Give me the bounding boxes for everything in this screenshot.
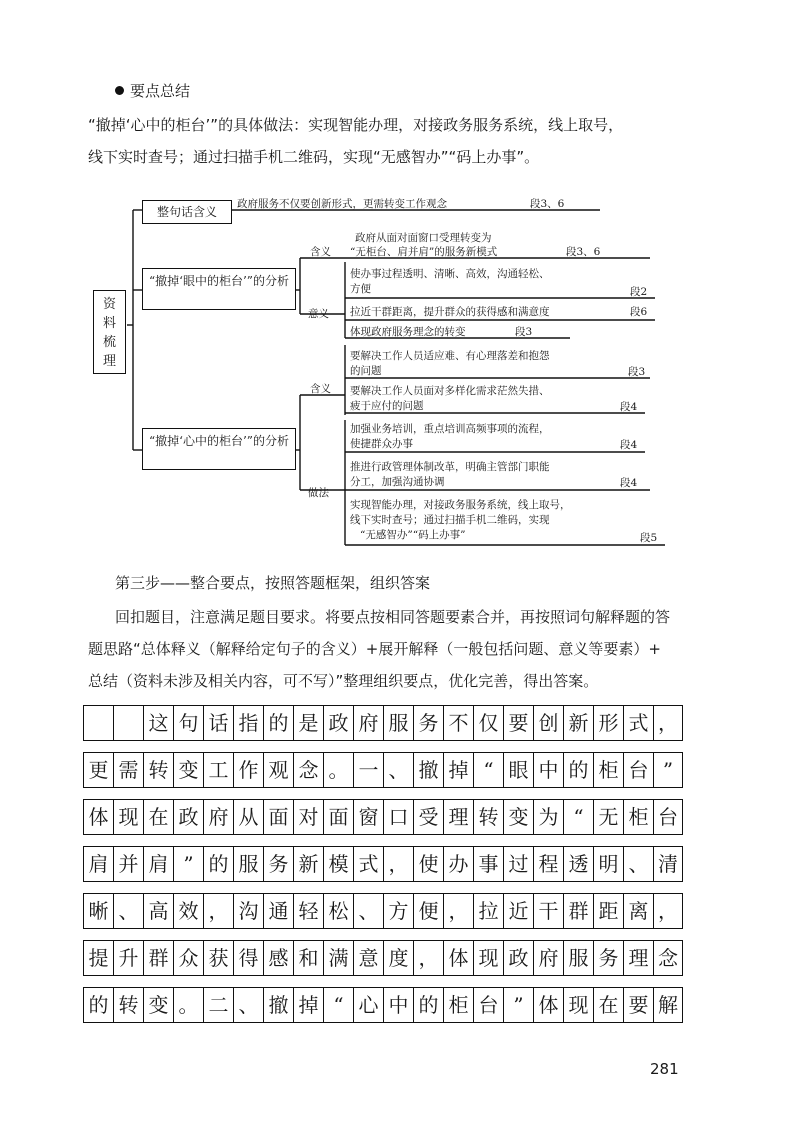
step3-line-2: 题思路“总体释义（解释给定句子的含义）+展开解释（一般包括问题、意义等要素）+ xyxy=(88,640,661,658)
grid-cell: 、 xyxy=(233,987,263,1023)
zuofa-3-line1: 实现智能办理，对接政务服务系统，线上取号， xyxy=(350,499,571,511)
branch2-node xyxy=(142,268,296,310)
grid-cell: 理 xyxy=(443,799,473,835)
root-node xyxy=(93,290,126,374)
grid-cell: 面 xyxy=(323,799,353,835)
grid-cell: 高 xyxy=(143,893,173,929)
grid-cell: 撤 xyxy=(413,752,443,788)
b3-hanyi-1-line1: 要解决工作人员适应难、有心理落差和抱怨 xyxy=(350,350,550,362)
grid-cell: 获 xyxy=(203,940,233,976)
grid-cell: 中 xyxy=(383,987,413,1023)
grid-cell: 沟 xyxy=(233,893,263,929)
grid-cell: 台 xyxy=(653,799,683,835)
grid-cell: 对 xyxy=(293,799,323,835)
grid-cell: 转 xyxy=(113,987,143,1023)
grid-cell: “ xyxy=(473,752,503,788)
branch2-hanyi-line2: “无柜台、肩并肩”的服务新模式 xyxy=(350,246,498,258)
grid-cell: 新 xyxy=(293,846,323,882)
grid-cell: 肩 xyxy=(83,846,113,882)
grid-cell: 体 xyxy=(533,987,563,1023)
grid-cell: 柜 xyxy=(593,752,623,788)
yiyi-2-seg: 段6 xyxy=(630,306,648,318)
grid-cell: 念 xyxy=(293,752,323,788)
grid-cell: 。 xyxy=(173,987,203,1023)
b3-hanyi-2-seg: 段4 xyxy=(620,401,638,413)
b3-hanyi-2-line2: 疲于应付的问题 xyxy=(350,400,424,412)
grid-cell: 务 xyxy=(413,705,443,741)
grid-cell: 台 xyxy=(623,752,653,788)
branch3-zuofa-label: 做法 xyxy=(308,487,329,499)
grid-row xyxy=(83,799,683,837)
branch3-hanyi-label: 含义 xyxy=(310,383,331,395)
branch3-node xyxy=(142,428,296,470)
grid-row xyxy=(83,987,683,1025)
b3-hanyi-2-line1: 要解决工作人员面对多样化需求茫然失措、 xyxy=(350,385,550,397)
grid-cell: 、 xyxy=(113,893,143,929)
yiyi-3-seg: 段3 xyxy=(515,326,533,338)
grid-cell: 式 xyxy=(623,705,653,741)
grid-cell xyxy=(113,705,143,741)
zuofa-1-seg: 段4 xyxy=(620,439,638,451)
yiyi-1-line2: 方便 xyxy=(350,283,371,295)
grid-cell: 办 xyxy=(443,846,473,882)
grid-cell: 无 xyxy=(593,799,623,835)
grid-cell: 政 xyxy=(323,705,353,741)
grid-cell: 群 xyxy=(143,940,173,976)
grid-cell: 体 xyxy=(443,940,473,976)
grid-cell: 转 xyxy=(473,799,503,835)
grid-cell: 眼 xyxy=(503,752,533,788)
grid-cell: 变 xyxy=(503,799,533,835)
grid-cell: 为 xyxy=(533,799,563,835)
grid-cell: 提 xyxy=(83,940,113,976)
grid-cell: 指 xyxy=(233,705,263,741)
branch2-hanyi-label: 含义 xyxy=(310,246,331,258)
grid-cell: 近 xyxy=(503,893,533,929)
grid-cell: 变 xyxy=(143,987,173,1023)
grid-cell: 在 xyxy=(593,987,623,1023)
grid-cell: 模 xyxy=(323,846,353,882)
root-label: 资料梳理 xyxy=(102,297,116,369)
branch1-text: 政府服务不仅要创新形式，更需转变工作观念 xyxy=(237,198,447,210)
grid-cell: 现 xyxy=(563,987,593,1023)
zuofa-1-line1: 加强业务培训，重点培训高频事项的流程， xyxy=(350,423,550,435)
zuofa-3-seg: 段5 xyxy=(640,532,658,544)
grid-cell: 晰 xyxy=(83,893,113,929)
grid-cell: 形 xyxy=(593,705,623,741)
grid-row xyxy=(83,752,683,790)
step3-title: 第三步——整合要点，按照答题框架，组织答案 xyxy=(115,574,431,592)
yiyi-3-line1: 体现政府服务理念的转变 xyxy=(350,326,466,338)
grid-cell: 众 xyxy=(173,940,203,976)
zuofa-1-line2: 使捷群众办事 xyxy=(350,438,413,450)
grid-cell: 府 xyxy=(353,705,383,741)
grid-cell: 台 xyxy=(473,987,503,1023)
grid-cell: 柜 xyxy=(443,987,473,1023)
grid-cell: ， xyxy=(413,940,443,976)
grid-cell: 离 xyxy=(623,893,653,929)
grid-cell: 程 xyxy=(533,846,563,882)
grid-cell: 的 xyxy=(83,987,113,1023)
grid-cell xyxy=(83,705,113,741)
grid-row xyxy=(83,940,683,978)
grid-cell: 效 xyxy=(173,893,203,929)
grid-cell: ” xyxy=(173,846,203,882)
branch1-seg: 段3、6 xyxy=(530,198,565,210)
grid-cell: 升 xyxy=(113,940,143,976)
grid-cell: 这 xyxy=(143,705,173,741)
grid-cell: 口 xyxy=(383,799,413,835)
grid-cell: ， xyxy=(203,893,233,929)
summary-line-1: “撤掉‘心中的柜台’”的具体做法：实现智能办理，对接政务服务系统，线上取号， xyxy=(88,116,624,134)
yiyi-1-seg: 段2 xyxy=(630,286,648,298)
grid-cell: 话 xyxy=(203,705,233,741)
grid-cell: 服 xyxy=(233,846,263,882)
grid-cell: 距 xyxy=(593,893,623,929)
grid-cell: 二 xyxy=(203,987,233,1023)
grid-cell: 得 xyxy=(233,940,263,976)
zuofa-2-line2: 分工，加强沟通协调 xyxy=(350,476,445,488)
grid-cell: 的 xyxy=(263,705,293,741)
grid-cell: ， xyxy=(653,893,683,929)
summary-line-2: 线下实时查号；通过扫描手机二维码，实现“无感智办”“码上办事”。 xyxy=(88,148,540,166)
grid-cell: 服 xyxy=(563,940,593,976)
grid-cell: 创 xyxy=(533,705,563,741)
grid-cell: 肩 xyxy=(143,846,173,882)
grid-cell: 通 xyxy=(263,893,293,929)
grid-cell: 窗 xyxy=(353,799,383,835)
grid-cell: 服 xyxy=(383,705,413,741)
grid-cell: 心 xyxy=(353,987,383,1023)
branch2-hanyi-line1: 政府从面对面窗口受理转变为 xyxy=(355,232,492,244)
grid-cell: ， xyxy=(653,705,683,741)
grid-cell: 念 xyxy=(653,940,683,976)
grid-cell: 。 xyxy=(323,752,353,788)
grid-cell: 句 xyxy=(173,705,203,741)
grid-cell: 受 xyxy=(413,799,443,835)
grid-cell: 解 xyxy=(653,987,683,1023)
grid-cell: 拉 xyxy=(473,893,503,929)
grid-cell: 群 xyxy=(563,893,593,929)
grid-cell: 要 xyxy=(503,705,533,741)
grid-cell: 府 xyxy=(203,799,233,835)
grid-cell: 掉 xyxy=(443,752,473,788)
grid-cell: 现 xyxy=(113,799,143,835)
grid-cell: 使 xyxy=(413,846,443,882)
step3-line-3: 总结（资料未涉及相关内容，可不写）”整理组织要点，优化完善，得出答案。 xyxy=(88,672,599,690)
grid-cell: 的 xyxy=(413,987,443,1023)
grid-cell: 观 xyxy=(263,752,293,788)
grid-cell: 从 xyxy=(233,799,263,835)
grid-cell: 政 xyxy=(503,940,533,976)
grid-cell: 府 xyxy=(533,940,563,976)
yiyi-2-line1: 拉近干群距离，提升群众的获得感和满意度 xyxy=(350,306,550,318)
grid-cell: 、 xyxy=(383,752,413,788)
grid-cell: 、 xyxy=(353,893,383,929)
grid-cell: 满 xyxy=(323,940,353,976)
grid-cell: ， xyxy=(383,846,413,882)
grid-cell: 的 xyxy=(203,846,233,882)
grid-cell: 务 xyxy=(593,940,623,976)
branch2-label: “撤掉‘眼中的柜台’”的分析 xyxy=(149,274,289,288)
grid-cell: 式 xyxy=(353,846,383,882)
grid-cell: ， xyxy=(443,893,473,929)
step3-line-1: 回扣题目，注意满足题目要求。将要点按相同答题要素合并，再按照词句解释题的答 xyxy=(115,608,671,626)
grid-cell: 更 xyxy=(83,752,113,788)
grid-cell: 一 xyxy=(353,752,383,788)
grid-cell: 干 xyxy=(533,893,563,929)
grid-cell: 务 xyxy=(263,846,293,882)
grid-cell: 现 xyxy=(473,940,503,976)
grid-cell: 过 xyxy=(503,846,533,882)
branch3-label: “撤掉‘心中的柜台’”的分析 xyxy=(149,434,289,448)
grid-cell: 、 xyxy=(623,846,653,882)
zuofa-2-seg: 段4 xyxy=(620,477,638,489)
page-number: 281 xyxy=(650,1060,679,1078)
branch2-hanyi-seg: 段3、6 xyxy=(566,246,601,258)
b3-hanyi-1-seg: 段3 xyxy=(628,366,646,378)
grid-row xyxy=(83,705,683,743)
grid-cell: 意 xyxy=(353,940,383,976)
grid-cell: 方 xyxy=(383,893,413,929)
yiyi-1-line1: 使办事过程透明、清晰、高效，沟通轻松、 xyxy=(350,268,550,280)
grid-cell: 新 xyxy=(563,705,593,741)
grid-cell: ” xyxy=(653,752,683,788)
grid-cell: 作 xyxy=(233,752,263,788)
grid-row xyxy=(83,846,683,884)
grid-cell: 的 xyxy=(563,752,593,788)
grid-cell: 中 xyxy=(533,752,563,788)
grid-cell: 感 xyxy=(263,940,293,976)
grid-cell: 并 xyxy=(113,846,143,882)
grid-row xyxy=(83,893,683,931)
grid-cell: 体 xyxy=(83,799,113,835)
grid-cell: 理 xyxy=(623,940,653,976)
branch1-node xyxy=(142,200,232,224)
grid-cell: 和 xyxy=(293,940,323,976)
grid-cell: 需 xyxy=(113,752,143,788)
branch1-label: 整句话含义 xyxy=(156,205,217,219)
grid-cell: 不 xyxy=(443,705,473,741)
grid-cell: 松 xyxy=(323,893,353,929)
zuofa-2-line1: 推进行政管理体制改革，明确主管部门职能 xyxy=(350,461,550,473)
grid-cell: 变 xyxy=(173,752,203,788)
grid-cell: 便 xyxy=(413,893,443,929)
grid-cell: 在 xyxy=(143,799,173,835)
grid-cell: ” xyxy=(503,987,533,1023)
grid-cell: 面 xyxy=(263,799,293,835)
grid-cell: 透 xyxy=(563,846,593,882)
grid-cell: 轻 xyxy=(293,893,323,929)
grid-cell: “ xyxy=(323,987,353,1023)
grid-cell: 要 xyxy=(623,987,653,1023)
grid-cell: 是 xyxy=(293,705,323,741)
grid-cell: 工 xyxy=(203,752,233,788)
zuofa-3-line2: 线下实时查号；通过扫描手机二维码，实现 xyxy=(350,514,550,526)
b3-hanyi-1-line2: 的问题 xyxy=(350,365,382,377)
grid-cell: 度 xyxy=(383,940,413,976)
grid-cell: 柜 xyxy=(623,799,653,835)
grid-cell: 转 xyxy=(143,752,173,788)
grid-cell: 清 xyxy=(653,846,683,882)
grid-cell: 政 xyxy=(173,799,203,835)
grid-cell: 明 xyxy=(593,846,623,882)
zuofa-3-line3: “无感智办”“码上办事” xyxy=(360,529,466,541)
grid-cell: “ xyxy=(563,799,593,835)
grid-cell: 事 xyxy=(473,846,503,882)
grid-cell: 撤 xyxy=(263,987,293,1023)
branch2-yiyi-label: 意义 xyxy=(308,308,329,320)
grid-cell: 掉 xyxy=(293,987,323,1023)
section-title: 要点总结 xyxy=(130,82,191,100)
grid-cell: 仅 xyxy=(473,705,503,741)
